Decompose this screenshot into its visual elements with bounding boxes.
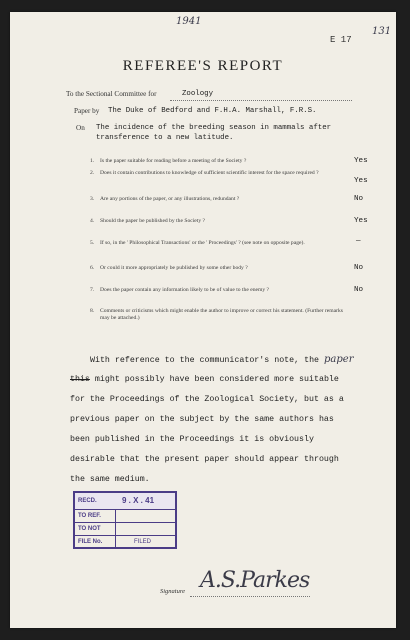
answer-value: Yes bbox=[354, 217, 368, 225]
reference-number: E 17 bbox=[330, 35, 352, 45]
answer-value: — bbox=[356, 237, 361, 245]
stamp-row3-label: TO NOT bbox=[78, 526, 101, 532]
page-title: REFEREE'S REPORT bbox=[122, 58, 284, 74]
stamp-row2-label: TO REF. bbox=[78, 513, 101, 519]
paper-by-label: Paper by bbox=[74, 107, 100, 115]
paper-on-value-line2: transference to a new latitude. bbox=[96, 134, 234, 142]
answer-value: No bbox=[354, 286, 364, 294]
paper-on-value-line1: The incidence of the breeding season in mammals after bbox=[96, 124, 332, 132]
committee-label: To the Sectional Committee for bbox=[66, 90, 157, 98]
answer-value: Yes bbox=[354, 157, 368, 165]
comments-struck-word: this bbox=[70, 375, 90, 384]
comments-line-5: been published in the Proceedings it is obviously bbox=[70, 435, 314, 444]
committee-value: Zoology bbox=[182, 90, 214, 98]
stamp-divider bbox=[115, 510, 116, 549]
comments-line-1: With reference to the communicator's note, the bbox=[90, 356, 320, 365]
comments-line-6: desirable that the present paper should appear through bbox=[70, 455, 339, 464]
comments-line-2: might possibly have been considered more suitable bbox=[94, 375, 339, 384]
document-page: 1941 E 17 131 REFEREE'S REPORT To the Sectional Committee for Zoology Paper by The Duke of Bedford and F.H.A. Marshall, F.R.S. On The incidence of the breeding season in mammals after transference to a new latitude. 1. Is the paper suitable for reading before a meeting of the Society ? Yes 2. Does it contain contributions to knowledge of sufficient scientific interest for the space required ? Yes 3. Are any portions of the paper, or any illustrations, redundant ? No 4. Should the paper be published by the Society ? Yes 5. If so, in the ' Philosophical Transactions' or the ' Proceedings' ? (see note on opposite page). — 6. Or could it more appropriately be published by some other body ? No 7. Does the paper contain any information likely to be of value to the enemy ? No 8. Comments or criticisms which might enable the author to improve or correct his statement. (Further remarks may be attached.) With reference to the communicator's note, the paper this might possibly have been considered more suitable for the Proceedings of the Zoological Society, but as a previous paper on the subject by the same authors has been published in the Proceedings it is obviously desirable that the present paper should appear through the same medium. RECD. 9 . X . 41 TO REF. TO NOT FILE No. FILED Signature A.S.Parkes bbox=[10, 12, 396, 628]
comments-line-7: the same medium. bbox=[70, 475, 150, 484]
received-stamp bbox=[73, 491, 177, 549]
paper-on-label: On bbox=[76, 124, 85, 132]
signature-dotline bbox=[190, 596, 310, 597]
answer-value: No bbox=[354, 264, 364, 272]
answer-value: Yes bbox=[354, 177, 368, 185]
stamp-row4-label: FILE No. bbox=[78, 539, 103, 545]
paper-by-value: The Duke of Bedford and F.H.A. Marshall, F.R.S. bbox=[108, 107, 317, 115]
comments-handwritten-insert: paper bbox=[324, 354, 354, 365]
signature-label: Signature bbox=[160, 588, 186, 595]
stamp-row4-value: FILED bbox=[134, 539, 152, 545]
comments-body bbox=[70, 350, 390, 490]
comments-line-3: for the Proceedings of the Zoological Society, but as a bbox=[70, 395, 344, 404]
signature: A.S.Parkes bbox=[200, 568, 310, 593]
committee-dotline bbox=[170, 100, 352, 101]
comments-line-4: previous paper on the subject by the same authors has bbox=[70, 415, 334, 424]
stamp-reced-label: RECD. bbox=[78, 498, 97, 504]
answer-value: No bbox=[354, 195, 364, 203]
stamp-reced-date: 9 . X . 41 bbox=[122, 496, 155, 505]
page-number-annotation: 131 bbox=[372, 26, 392, 37]
year-annotation: 1941 bbox=[176, 16, 202, 27]
